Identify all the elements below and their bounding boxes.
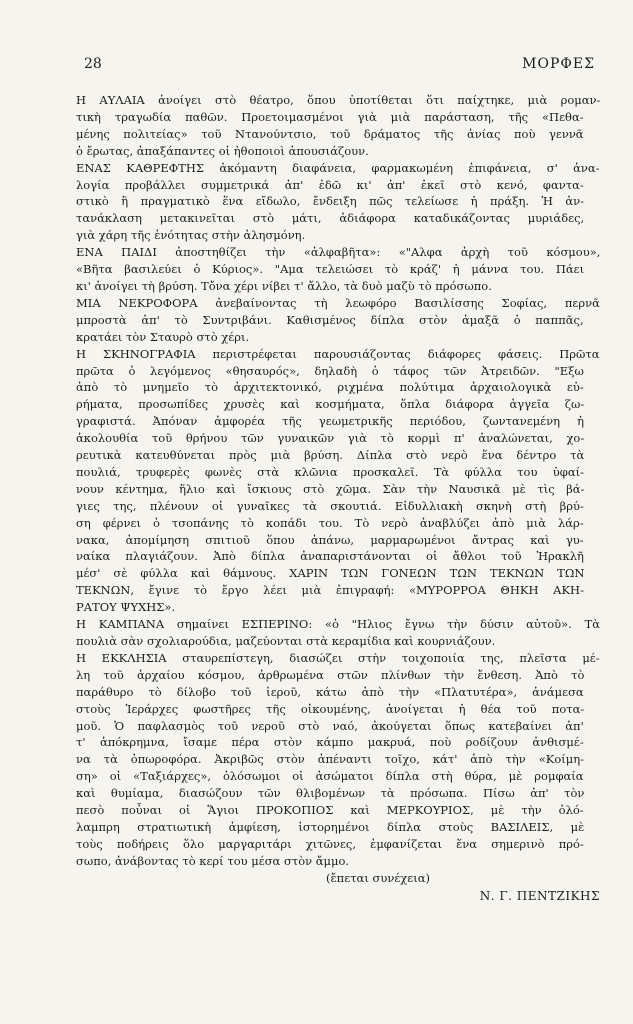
text-line: ΤΕΚΝΩΝ, ἔγινε τὸ ἔργο λέει μιὰ ἐπιγραφή: «ΜΥΡΟΡΡΟΑ ΘΗΚΗ ΑΚΗ- (76, 583, 584, 598)
text-line: πρῶτα ὁ λεγόμενος «θησαυρός», δηλαδὴ ὁ τάφος τῶν Ἀτρειδῶν. "Εξω (76, 363, 584, 378)
text-line: πουλιὰ σὰν σχολιαρούδια, μαζεύονται στὰ κεραμίδια καὶ κουρνιάζουν. (76, 634, 496, 648)
paragraph (76, 650, 600, 870)
text-line: λη τοῦ ἀρχαίου κόσμου, ἀρθρωμένα στῶν πλίνθων τὴν ἔνθεση. Ἀπὸ τὸ (76, 667, 585, 682)
text-line: κι' ἀνοίγει τὴ βρύση. Τὄνα χέρι νίβει τ' ἄλλο, τὰ δυὸ μαζὺ τὸ πρόσωπο. (76, 278, 492, 293)
text-line: ρήματα, προσωπίδες χρυσὲς καὶ κοσμήματα, ὅπλα διάφορα ἀγγεῖα ζω- (76, 397, 585, 412)
paragraph (76, 160, 600, 245)
text-line: ρευτικὰ κατευθύνεται πρὸς μιὰ βρύση. Δίπλα στὸ νερὸ ἕνα δέντρο τὰ (76, 448, 585, 463)
page-header (84, 56, 595, 76)
paragraph (76, 92, 600, 160)
text-line: στοὺς Ἱεράρχες φωστῆρες τῆς οἰκουμένης, ἀνοίγεται ἡ θέα τοῦ ποτα- (76, 701, 585, 716)
text-line: λαμπρη στρατιωτικὴ ἀμφίεση, ἱστορημένοι δίπλα στοὺς ΒΑΣΙΛΕΙΣ, μὲ (76, 819, 585, 834)
text-line: μένης πολιτείας» τοῦ Ντανούντσιο, τοῦ δράματος τῆς ἀνίας ποὺ γεννᾶ (76, 126, 584, 141)
text-line: τ' ἀπόκρημνα, ἴσαμε πέρα στὸν κάμπο μακρυά, ποὺ ροδίζουν ἀνθισμέ- (76, 735, 584, 750)
author-signature: Ν. Γ. ΠΕΝΤΖΙΚΗΣ (479, 888, 600, 903)
text-line: στικὸ ἢ πραγματικὸ ἕνα εἴδωλο, ἔνδειξη πῶς τελείωσε ἡ πράξη. Ἡ ἀν- (76, 194, 584, 209)
text-line: ὁ ἔρωτας, ἀπαξάπαντες οἱ ἠθοποιοὶ ἀπουσιάζουν. (76, 143, 369, 158)
text-line: Η ΣΚΗΝΟΓΡΑΦΙΑ περιστρέφεται παρουσιάζοντας διάφορες φάσεις. Πρῶτα (76, 346, 600, 361)
text-line: να τὰ ὀπωροφόρα. Ἀκριβῶς στὸν ἀπέναντι τοῖχο, κάτ' ἀπὸ τὴν «Κοίμη- (76, 752, 585, 767)
text-line: ναίκα πλαγιάζουν. Ἀπὸ δίπλα ἀναπαριστάνονται οἱ ἄθλοι τοῦ Ἡρακλῆ (76, 549, 584, 564)
text-line: μπροστὰ ἀπ' τὸ Συντριβάνι. Καθισμένος δίπλα στὸν ἀμαξᾶ ὁ παππᾶς, (76, 312, 584, 327)
text-line: καὶ θυμίαμα, διασώζουν τῶν θλιβομένων τὰ πρόσωπα. Πίσω ἀπ' τὸν (76, 786, 585, 801)
article-body (76, 92, 600, 905)
text-line: πουλιά, τρυφερὲς φωνὲς στὰ κλῶνια προσκαλεῖ. Τὰ φύλλα του ὑφαί- (76, 464, 584, 479)
text-line: νακα, ἀπομίμηση σπιτιοῦ ὅπου ἀπάνω, μαρμαρωμένοι ἄντρας καὶ γυ- (76, 532, 584, 547)
text-line: γιες της, πλένουν οἱ γυναῖκες τὰ σκουτιά. Εἰδυλλιακὴ σκηνὴ στὴ βρύ- (76, 498, 584, 513)
paragraph (76, 244, 600, 295)
text-line: τανάκλαση μετακινεῖται στὸ μάτι, ἀδιάφορα καταδικάζοντας μυριάδες, (76, 211, 585, 226)
text-line: ΡΑΤΟΥ ΨΥΧΗΣ». (76, 600, 176, 615)
text-line: ἀκολουθία τοῦ θρήνου τῶν γυναικῶν γιὰ τὸ κορμὶ π' ἀναλώνεται, χο- (76, 431, 585, 446)
journal-title: ΜΟΡΦΕΣ (522, 56, 595, 72)
continued-note: (ἔπεται συνέχεια) (326, 870, 430, 885)
text-line: ΕΝΑ ΠΑΙΔΙ ἀποστηθίζει τὴν «ἀλφαβῆτα»: «"Αλφα ἀρχὴ τοῦ κόσμου», (76, 245, 601, 260)
text-line: Η ΑΥΛΑΙΑ ἀνοίγει στὸ θέατρο, ὅπου ὑποτίθεται ὅτι παίχτηκε, μιὰ ρομαν- (76, 93, 601, 107)
text-line: τικὴ τραγωδία παθῶν. Προετοιμασμένοι γιὰ μιὰ παράσταση, τῆς «Πεθα- (76, 109, 584, 124)
text-line: μοῦ. Ὁ παφλασμὸς τοῦ νεροῦ στὸ ναό, ἀκούγεται ὅπως κατεβαίνει ἀπ' (76, 718, 584, 733)
text-line: γιὰ χάρη τῆς ἑνότητας στὴν ἀλησμόνη. (76, 228, 306, 243)
text-line: ΕΝΑΣ ΚΑΘΡΕΦΤΗΣ ἀκόμαντη διαφάνεια, φαρμακωμένη ἐπιφάνεια, σ' ἀνα- (76, 160, 600, 175)
text-line: ἀπὸ τὸ μνημεῖο τὸ ἀρχιτεκτονικό, ριχμένα πολύτιμα ἀρχαιολογικὰ εὑ- (76, 380, 584, 395)
text-line: ση» οἱ «Ταξιάρχες», ὁλόσωμοι οἱ ἀσώματοι δίπλα στὴ θύρα, μὲ ρομφαία (76, 769, 584, 784)
text-line: νουν κέντημα, ἥλιο καὶ ἴσκιους στὸ χῶμα. Σὰν τὴν Ναυσικᾶ μὲ τὶς βά- (76, 481, 585, 496)
text-line: παράθυρο τὸ δίλοβο τοῦ ἱεροῦ, κάτω ἀπὸ τὴν «Πλατυτέρα», ἀνάμεσα (76, 684, 584, 699)
text-line: Η ΕΚΚΛΗΣΙΑ σταυρεπίστεγη, διασώζει στὴν τοιχοποιία της, πλεῖστα μέ- (76, 650, 600, 665)
text-line: μέσ' σὲ φύλλα καὶ θάμνους. ΧΑΡΙΝ ΤΩΝ ΓΟΝΕΩΝ ΤΩΝ ΤΕΚΝΩΝ ΤΩΝ (76, 566, 585, 581)
text-line: ΜΙΑ ΝΕΚΡΟΦΟΡΑ ἀνεβαίνοντας τὴ λεωφόρο Βασιλίσσης Σοφίας, περνᾶ (76, 295, 600, 310)
text-line: λογία προβάλλει συμμετρικά ἀπ' ἐδῶ κι' ἀπ' ἐκεῖ στὸ κενό, φαντα- (76, 177, 584, 192)
text-line: ση φέρνει ὁ τσοπάνης τὸ κοπάδι του. Τὸ νερὸ ἀναβλύζει ἀπὸ μιὰ λάρ- (76, 515, 584, 530)
text-line: πεσὸ ποὖναι οἱ Ἅγιοι ΠΡΟΚΟΠΙΟΣ καὶ ΜΕΡΚΟΥΡΙΟΣ, μὲ τὴν ὁλό- (76, 803, 584, 818)
text-line: «Βῆτα βασιλεύει ὁ Κύριος». "Αμα τελειώσει τὸ κράζ' ἡ μάννα του. Πάει (76, 262, 585, 277)
text-line: τοὺς ποδήρεις ὅλο μαργαριτάρι χιτῶνες, ἐμφανίζεται ἕνα σημερινὸ πρό- (76, 836, 584, 851)
page-number: 28 (84, 56, 102, 72)
paragraph (76, 295, 600, 346)
text-line: Η ΚΑΜΠΑΝΑ σημαίνει ΕΣΠΕΡΙΝΟ: «ὁ "Ηλιος ἔγνω τὴν δύσιν αὐτοῦ». Τὰ (76, 617, 601, 632)
text-line: κρατάει τὸν Σταυρὸ στὸ χέρι. (76, 329, 250, 344)
text-line: σωπο, ἀνάβοντας τὸ κερί του μέσα στὸν ἄμμο. (76, 853, 350, 868)
paragraph (76, 346, 600, 617)
text-line: γραφιστά. Ἀπόναν ἀμφορέα τῆς γεωμετρικῆς περιόδου, ζωντανεμένη ἡ (76, 414, 584, 429)
paragraph (76, 616, 600, 650)
